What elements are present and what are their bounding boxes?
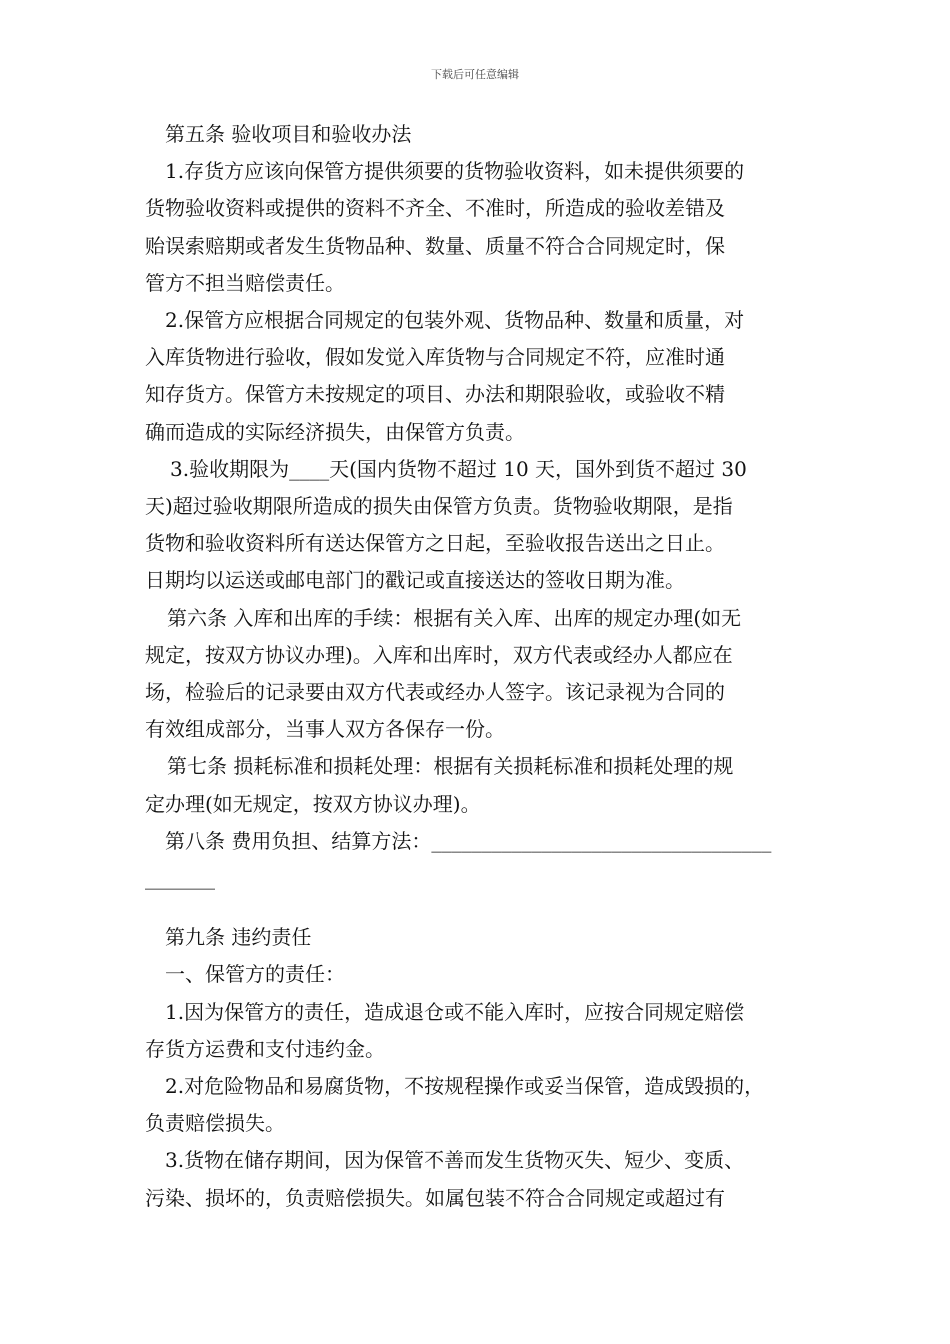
- text-line: 知存货方。保管方未按规定的项目、办法和期限验收，或验收不精: [145, 382, 725, 407]
- text-line: 一、保管方的责任：: [165, 962, 345, 987]
- text-line: 第五条 验收项目和验收办法: [165, 122, 412, 146]
- text-line: 3.货物在储存期间，因为保管不善而发生货物灭失、短少、变质、: [165, 1148, 745, 1173]
- text-line: 货物和验收资料所有送达保管方之日起，至验收报告送出之日止。: [145, 531, 725, 556]
- text-line: 污染、损坏的，负责赔偿损失。如属包装不符合合同规定或超过有: [145, 1185, 725, 1210]
- text-line: 2.对危险物品和易腐货物，不按规程操作或妥当保管，造成毁损的，: [165, 1074, 765, 1099]
- paragraph: [145, 153, 815, 302]
- paragraph: [145, 451, 815, 600]
- paragraph: [145, 956, 815, 993]
- text-line: 1.因为保管方的责任，造成退仓或不能入库时，应按合同规定赔偿: [165, 999, 745, 1024]
- text-line: 1.存货方应该向保管方提供须要的货物验收资料，如未提供须要的: [165, 159, 745, 184]
- text-line: 贻误索赔期或者发生货物品种、数量、质量不符合合同规定时，保: [145, 233, 725, 258]
- text-line: 第七条 损耗标准和损耗处理：根据有关损耗标准和损耗处理的规: [167, 754, 734, 779]
- text-line: 日期均以运送或邮电部门的戳记或直接送达的签收日期为准。: [145, 568, 685, 593]
- text-line: 规定，按双方协议办理)。入库和出库时，双方代表或经办人都应在: [145, 642, 733, 667]
- paragraph: [145, 748, 815, 822]
- text-line: 场，检验后的记录要由双方代表或经办人签字。该记录视为合同的: [145, 680, 725, 705]
- document-body: [145, 116, 815, 1217]
- text-line: 存货方运费和支付违约金。: [145, 1036, 385, 1061]
- paragraph: [145, 994, 815, 1068]
- text-line: 管方不担当赔偿责任。: [145, 270, 345, 295]
- text-line: 第八条 费用负担、结算方法：__________________________________: [165, 828, 772, 853]
- paragraph: [145, 1142, 815, 1216]
- paragraph: [145, 600, 815, 749]
- text-line: 有效组成部分，当事人双方各保存一份。: [145, 717, 505, 742]
- paragraph: [145, 1068, 815, 1142]
- paragraph: [145, 116, 815, 153]
- text-line: 定办理(如无规定，按双方协议办理)。: [145, 791, 481, 816]
- paragraph-spacer: [145, 897, 815, 919]
- paragraph: [145, 823, 815, 897]
- text-line: _______: [145, 866, 215, 891]
- text-line: 第九条 违约责任: [165, 925, 312, 950]
- page-header: 下载后可任意编辑: [431, 68, 519, 81]
- paragraph: [145, 919, 815, 956]
- text-line: 3.验收期限为____天(国内货物不超过 10 天，国外到货不超过 30: [170, 456, 747, 481]
- text-line: 货物验收资料或提供的资料不齐全、不准时，所造成的验收差错及: [145, 196, 725, 221]
- paragraph: [145, 302, 815, 451]
- text-line: 负责赔偿损失。: [145, 1111, 285, 1136]
- text-line: 天)超过验收期限所造成的损失由保管方负责。货物验收期限，是指: [145, 494, 733, 519]
- text-line: 入库货物进行验收，假如发觉入库货物与合同规定不符，应准时通: [145, 345, 725, 370]
- text-line: 2.保管方应根据合同规定的包装外观、货物品种、数量和质量，对: [165, 308, 745, 333]
- text-line: 确而造成的实际经济损失，由保管方负责。: [145, 419, 525, 444]
- text-line: 第六条 入库和出库的手续：根据有关入库、出库的规定办理(如无: [167, 605, 742, 630]
